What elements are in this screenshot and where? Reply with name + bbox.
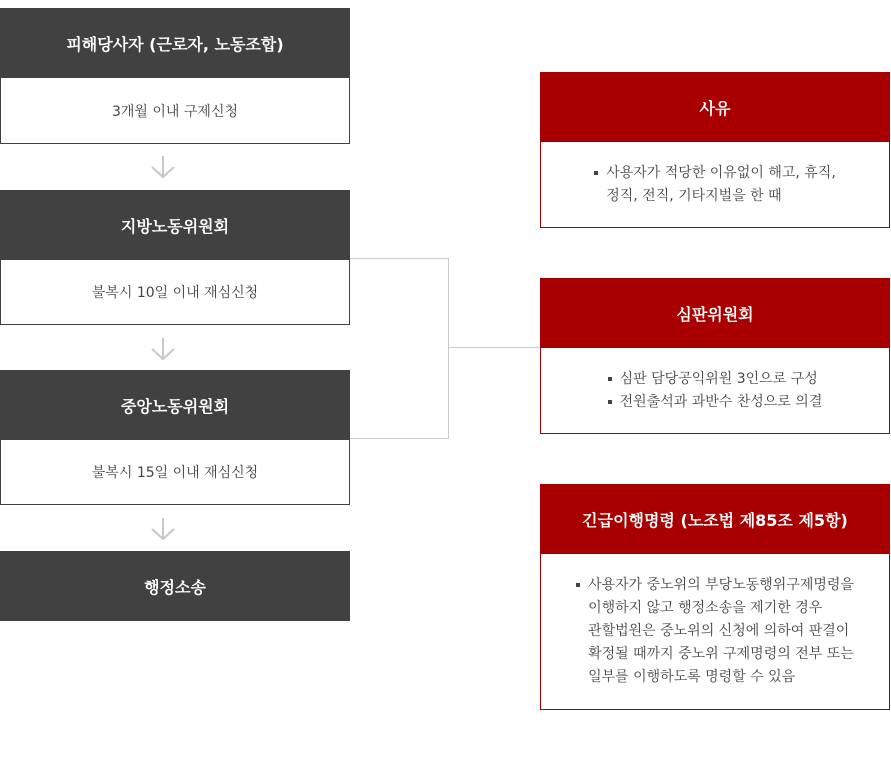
committee-list [608, 368, 823, 414]
list-item: 사용자가 중노위의 부당노동행위구제명령을 이행하지 않고 행정소송을 제기한 경우 관할법원은 중노위의 신청에 의하여 판결이 확정될 때까지 중노위 구제명령의 전부 또는 일부를 이행하도록 명령할 수 있음 [576, 574, 854, 689]
connector-top [350, 258, 449, 259]
arrow-down-icon [150, 155, 176, 179]
emergency-body [540, 554, 890, 710]
step4-header: 행정소송 [0, 551, 350, 621]
connector-bottom [350, 438, 449, 439]
arrow-down-icon [150, 517, 176, 541]
committee-body [540, 348, 890, 434]
committee-header: 심판위원회 [540, 278, 890, 348]
list-item: 전원출석과 과반수 찬성으로 의결 [608, 391, 823, 414]
reason-list [594, 162, 836, 208]
step3-header: 중앙노동위원회 [0, 370, 350, 440]
step1-body: 3개월 이내 구제신청 [0, 78, 350, 144]
list-item: 심판 담당공익위원 3인으로 구성 [608, 368, 823, 391]
reason-body [540, 142, 890, 228]
reason-header: 사유 [540, 72, 890, 142]
connector-to-committee [448, 347, 540, 348]
step3-body: 불복시 15일 이내 재심신청 [0, 440, 350, 505]
step2-header: 지방노동위원회 [0, 190, 350, 260]
emergency-list [576, 574, 854, 689]
emergency-header: 긴급이행명령 (노조법 제85조 제5항) [540, 484, 890, 554]
step2-body: 불복시 10일 이내 재심신청 [0, 260, 350, 325]
step1-header: 피해당사자 (근로자, 노동조합) [0, 8, 350, 78]
connector-vertical [448, 258, 449, 439]
list-item: 사용자가 적당한 이유없이 해고, 휴직, 정직, 전직, 기타지벌을 한 때 [594, 162, 836, 208]
arrow-down-icon [150, 337, 176, 361]
